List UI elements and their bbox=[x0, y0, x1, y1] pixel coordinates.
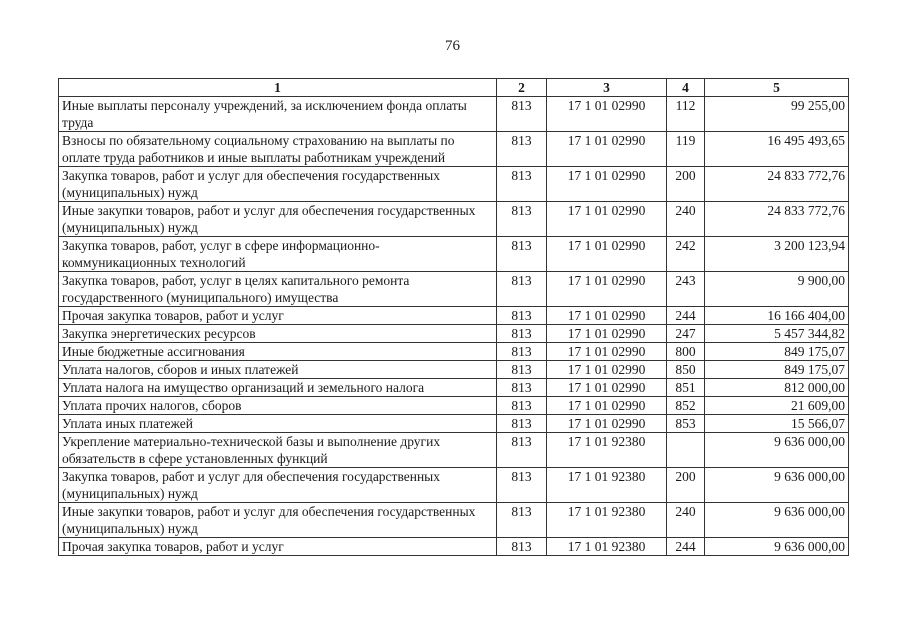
table-row bbox=[59, 538, 849, 556]
row-name-cell: Закупка товаров, работ, услуг в сфере информационно-коммуникационных технологий bbox=[59, 237, 497, 272]
row-vr-cell: 244 bbox=[667, 307, 705, 325]
table-row bbox=[59, 202, 849, 237]
row-name-cell: Закупка товаров, работ, услуг в целях капитального ремонта государственного (муниципального) имущества bbox=[59, 272, 497, 307]
row-ved-cell: 813 bbox=[497, 307, 547, 325]
row-vr-cell: 852 bbox=[667, 397, 705, 415]
row-vr-cell: 850 bbox=[667, 361, 705, 379]
row-ved-cell: 813 bbox=[497, 97, 547, 132]
row-sum-cell: 15 566,07 bbox=[705, 415, 849, 433]
row-ved-cell: 813 bbox=[497, 433, 547, 468]
row-cs-cell: 17 1 01 02990 bbox=[547, 167, 667, 202]
table-row bbox=[59, 503, 849, 538]
header-col-4: 4 bbox=[667, 79, 705, 97]
row-ved-cell: 813 bbox=[497, 202, 547, 237]
row-sum-cell: 849 175,07 bbox=[705, 361, 849, 379]
table-row bbox=[59, 272, 849, 307]
row-vr-cell: 112 bbox=[667, 97, 705, 132]
row-ved-cell: 813 bbox=[497, 132, 547, 167]
row-ved-cell: 813 bbox=[497, 397, 547, 415]
table-row bbox=[59, 237, 849, 272]
row-vr-cell: 244 bbox=[667, 538, 705, 556]
table-row bbox=[59, 415, 849, 433]
row-name-cell: Уплата налога на имущество организаций и земельного налога bbox=[59, 379, 497, 397]
row-vr-cell: 242 bbox=[667, 237, 705, 272]
budget-table bbox=[58, 78, 849, 556]
row-vr-cell bbox=[667, 433, 705, 468]
table-row bbox=[59, 325, 849, 343]
row-vr-cell: 243 bbox=[667, 272, 705, 307]
row-name-cell: Прочая закупка товаров, работ и услуг bbox=[59, 307, 497, 325]
row-sum-cell: 24 833 772,76 bbox=[705, 167, 849, 202]
row-sum-cell: 16 166 404,00 bbox=[705, 307, 849, 325]
table-row bbox=[59, 397, 849, 415]
row-vr-cell: 200 bbox=[667, 167, 705, 202]
row-sum-cell: 16 495 493,65 bbox=[705, 132, 849, 167]
row-cs-cell: 17 1 01 02990 bbox=[547, 415, 667, 433]
row-name-cell: Закупка товаров, работ и услуг для обеспечения государственных (муниципальных) нужд bbox=[59, 167, 497, 202]
row-name-cell: Взносы по обязательному социальному страхованию на выплаты по оплате труда работников и иные выплаты работникам учреждений bbox=[59, 132, 497, 167]
row-ved-cell: 813 bbox=[497, 415, 547, 433]
header-col-3: 3 bbox=[547, 79, 667, 97]
row-ved-cell: 813 bbox=[497, 325, 547, 343]
page-number: 76 bbox=[445, 38, 460, 54]
row-cs-cell: 17 1 01 02990 bbox=[547, 272, 667, 307]
row-ved-cell: 813 bbox=[497, 343, 547, 361]
row-cs-cell: 17 1 01 02990 bbox=[547, 397, 667, 415]
row-ved-cell: 813 bbox=[497, 379, 547, 397]
row-name-cell: Уплата налогов, сборов и иных платежей bbox=[59, 361, 497, 379]
row-name-cell: Иные выплаты персоналу учреждений, за исключением фонда оплаты труда bbox=[59, 97, 497, 132]
row-vr-cell: 200 bbox=[667, 468, 705, 503]
row-vr-cell: 247 bbox=[667, 325, 705, 343]
row-name-cell: Закупка товаров, работ и услуг для обеспечения государственных (муниципальных) нужд bbox=[59, 468, 497, 503]
row-sum-cell: 9 636 000,00 bbox=[705, 538, 849, 556]
row-sum-cell: 9 636 000,00 bbox=[705, 433, 849, 468]
table-row bbox=[59, 468, 849, 503]
row-sum-cell: 9 636 000,00 bbox=[705, 503, 849, 538]
table-row bbox=[59, 167, 849, 202]
row-ved-cell: 813 bbox=[497, 503, 547, 538]
row-cs-cell: 17 1 01 02990 bbox=[547, 379, 667, 397]
header-col-1: 1 bbox=[59, 79, 497, 97]
row-cs-cell: 17 1 01 92380 bbox=[547, 503, 667, 538]
row-vr-cell: 800 bbox=[667, 343, 705, 361]
table-row bbox=[59, 307, 849, 325]
row-cs-cell: 17 1 01 02990 bbox=[547, 343, 667, 361]
row-cs-cell: 17 1 01 02990 bbox=[547, 237, 667, 272]
header-col-5: 5 bbox=[705, 79, 849, 97]
row-ved-cell: 813 bbox=[497, 237, 547, 272]
row-sum-cell: 9 900,00 bbox=[705, 272, 849, 307]
row-cs-cell: 17 1 01 92380 bbox=[547, 433, 667, 468]
row-sum-cell: 5 457 344,82 bbox=[705, 325, 849, 343]
row-name-cell: Иные закупки товаров, работ и услуг для обеспечения государственных (муниципальных) нужд bbox=[59, 202, 497, 237]
row-ved-cell: 813 bbox=[497, 468, 547, 503]
row-vr-cell: 851 bbox=[667, 379, 705, 397]
table-row bbox=[59, 379, 849, 397]
row-cs-cell: 17 1 01 92380 bbox=[547, 468, 667, 503]
row-ved-cell: 813 bbox=[497, 272, 547, 307]
row-name-cell: Уплата иных платежей bbox=[59, 415, 497, 433]
row-cs-cell: 17 1 01 92380 bbox=[547, 538, 667, 556]
table-row bbox=[59, 433, 849, 468]
row-cs-cell: 17 1 01 02990 bbox=[547, 132, 667, 167]
row-sum-cell: 3 200 123,94 bbox=[705, 237, 849, 272]
row-sum-cell: 24 833 772,76 bbox=[705, 202, 849, 237]
row-sum-cell: 9 636 000,00 bbox=[705, 468, 849, 503]
table-row bbox=[59, 132, 849, 167]
table-row bbox=[59, 361, 849, 379]
header-col-2: 2 bbox=[497, 79, 547, 97]
row-sum-cell: 812 000,00 bbox=[705, 379, 849, 397]
table-row bbox=[59, 343, 849, 361]
row-name-cell: Закупка энергетических ресурсов bbox=[59, 325, 497, 343]
row-cs-cell: 17 1 01 02990 bbox=[547, 202, 667, 237]
row-vr-cell: 119 bbox=[667, 132, 705, 167]
row-sum-cell: 99 255,00 bbox=[705, 97, 849, 132]
row-cs-cell: 17 1 01 02990 bbox=[547, 97, 667, 132]
row-sum-cell: 849 175,07 bbox=[705, 343, 849, 361]
table-header-row bbox=[59, 79, 849, 97]
row-cs-cell: 17 1 01 02990 bbox=[547, 325, 667, 343]
row-vr-cell: 853 bbox=[667, 415, 705, 433]
row-ved-cell: 813 bbox=[497, 361, 547, 379]
row-name-cell: Прочая закупка товаров, работ и услуг bbox=[59, 538, 497, 556]
row-ved-cell: 813 bbox=[497, 167, 547, 202]
row-cs-cell: 17 1 01 02990 bbox=[547, 307, 667, 325]
row-vr-cell: 240 bbox=[667, 503, 705, 538]
table-row bbox=[59, 97, 849, 132]
row-cs-cell: 17 1 01 02990 bbox=[547, 361, 667, 379]
row-name-cell: Уплата прочих налогов, сборов bbox=[59, 397, 497, 415]
row-name-cell: Иные бюджетные ассигнования bbox=[59, 343, 497, 361]
row-name-cell: Укрепление материально-технической базы и выполнение других обязательств в сфере установленных функций bbox=[59, 433, 497, 468]
row-vr-cell: 240 bbox=[667, 202, 705, 237]
row-name-cell: Иные закупки товаров, работ и услуг для обеспечения государственных (муниципальных) нужд bbox=[59, 503, 497, 538]
row-sum-cell: 21 609,00 bbox=[705, 397, 849, 415]
row-ved-cell: 813 bbox=[497, 538, 547, 556]
